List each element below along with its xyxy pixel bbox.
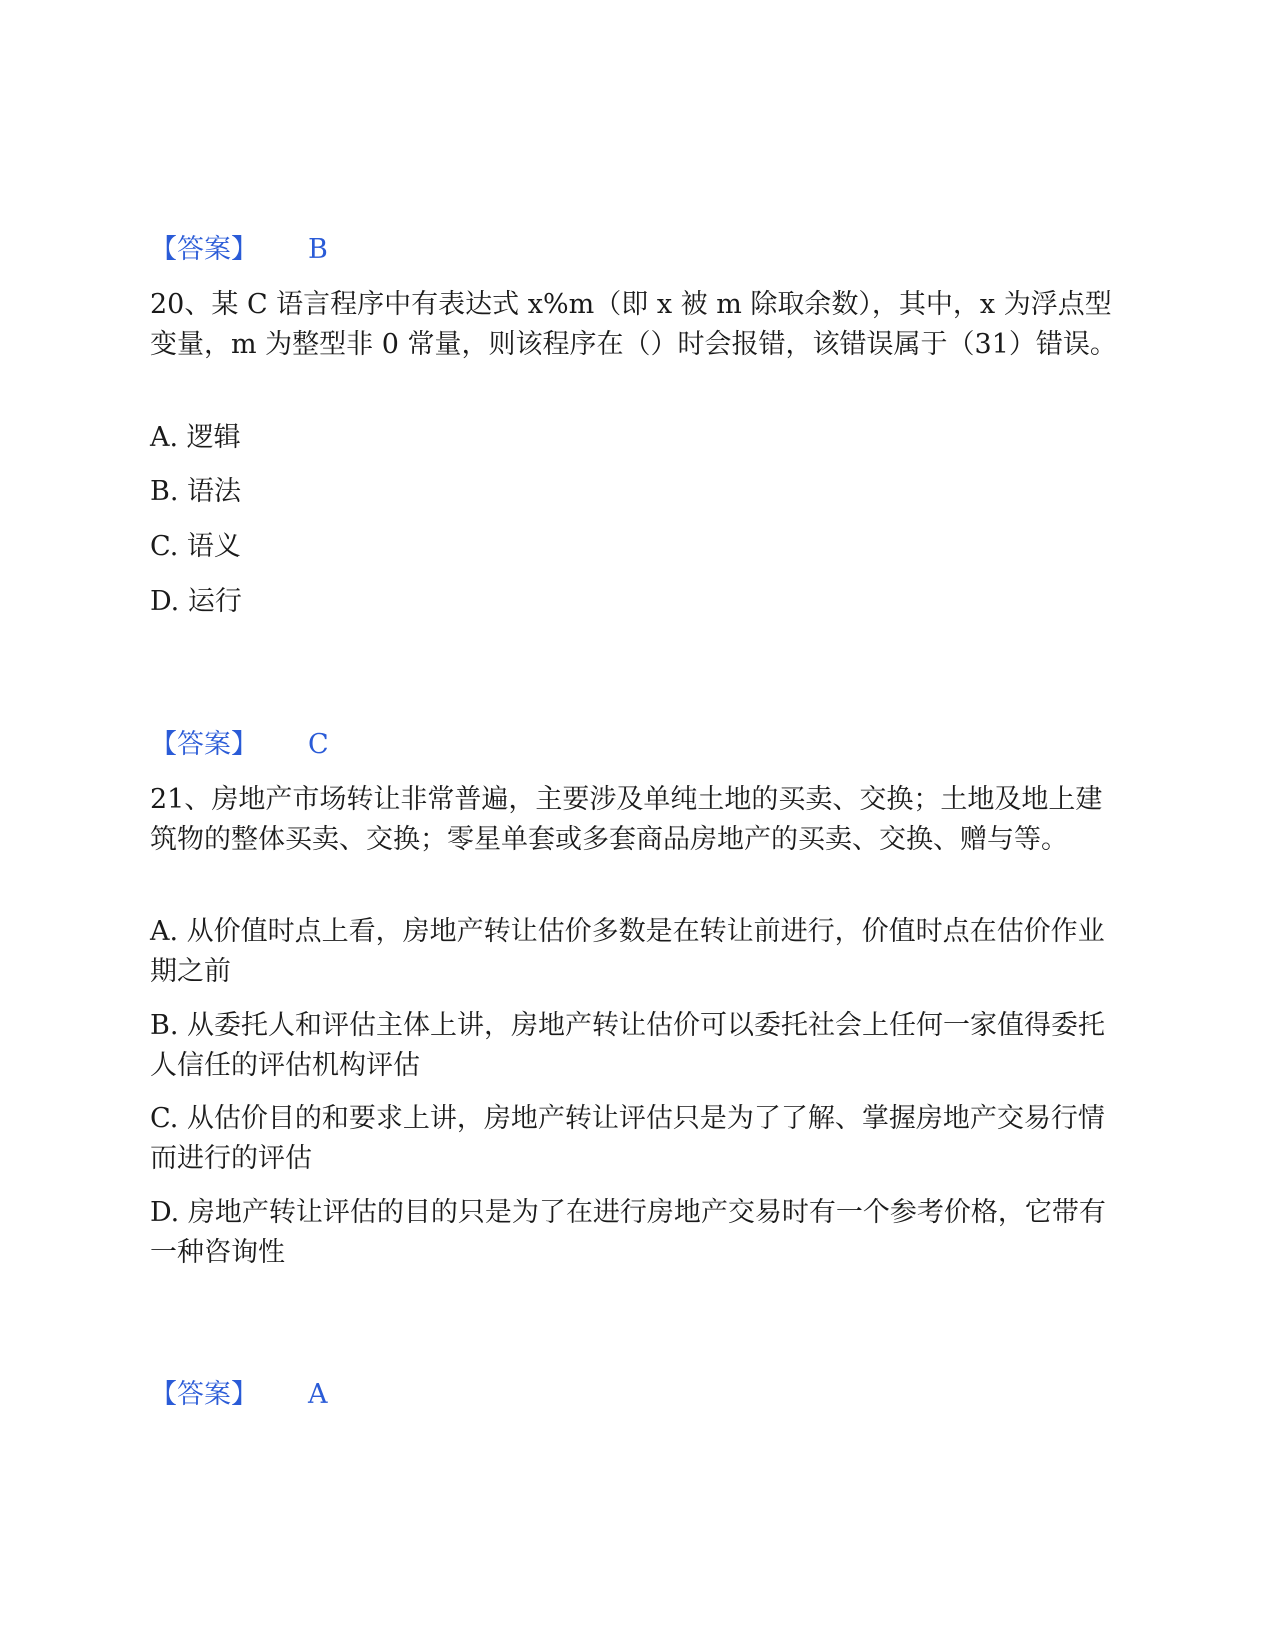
question-21-option-d: D. 房地产转让评估的目的只是为了在进行房地产交易时有一个参考价格，它带有一种咨询性 xyxy=(150,1197,1106,1268)
question-20-option-a: A. 逻辑 xyxy=(150,422,241,453)
question-21-option-a: A. 从价值时点上看，房地产转让估价多数是在转让前进行，价值时点在估价作业期之前 xyxy=(150,916,1105,987)
question-20-option-d: D. 运行 xyxy=(150,586,242,617)
answer-value: C xyxy=(308,729,329,760)
answer-line-20 xyxy=(150,725,329,765)
answer-line-19 xyxy=(150,230,328,270)
answer-label: 【答案】 xyxy=(150,1379,258,1410)
question-20-option-c: C. 语义 xyxy=(150,531,241,562)
answer-value: A xyxy=(308,1379,328,1410)
answer-label: 【答案】 xyxy=(150,234,258,265)
question-21-text: 21、房地产市场转让非常普遍，主要涉及单纯土地的买卖、交换；土地及地上建筑物的整体买卖、交换；零星单套或多套商品房地产的买卖、交换、赠与等。 xyxy=(150,784,1103,855)
answer-value: B xyxy=(308,234,328,265)
question-20-text: 20、某 C 语言程序中有表达式 x%m（即 x 被 m 除取余数），其中，x 为浮点型变量，m 为整型非 0 常量，则该程序在（）时会报错，该错误属于（31）错误。 xyxy=(150,289,1117,360)
question-20-option-b: B. 语法 xyxy=(150,476,242,507)
answer-label: 【答案】 xyxy=(150,729,258,760)
answer-line-21 xyxy=(150,1375,328,1415)
question-21-option-c: C. 从估价目的和要求上讲，房地产转让评估只是为了了解、掌握房地产交易行情而进行的评估 xyxy=(150,1103,1105,1174)
question-21-option-b: B. 从委托人和评估主体上讲，房地产转让估价可以委托社会上任何一家值得委托人信任的评估机构评估 xyxy=(150,1010,1106,1081)
